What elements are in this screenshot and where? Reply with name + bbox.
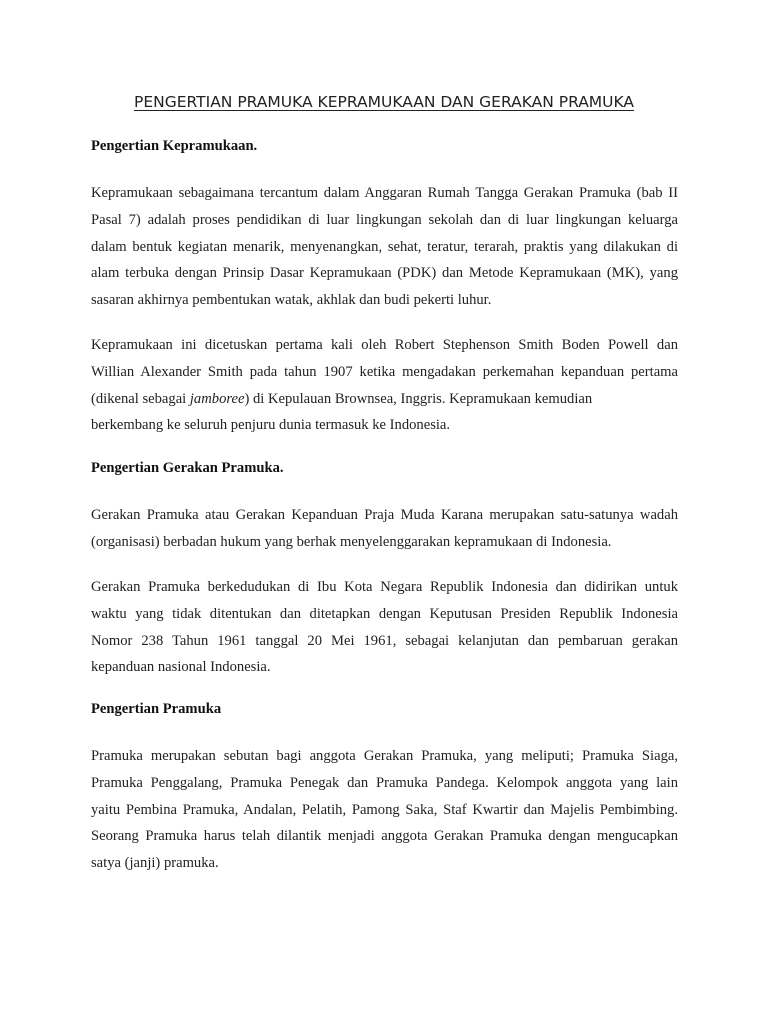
paragraph-line: yaitu Pembina Pramuka, Andalan, Pelatih, Pamong Saka, Staf Kwartir dan Majelis Pembimbing. <box>91 801 678 818</box>
paragraph-line: sasaran akhirnya pembentukan watak, akhlak dan budi pekerti luhur. <box>91 292 492 309</box>
line-text: (dikenal sebagai <box>91 390 190 407</box>
paragraph-kepramukaan-history <box>91 332 678 439</box>
paragraph-line: Gerakan Pramuka berkedudukan di Ibu Kota Negara Republik Indonesia dan didirikan untuk <box>91 579 678 595</box>
paragraph-line: alam terbuka dengan Prinsip Dasar Kepramukaan (PDK) dan Metode Kepramukaan (MK), yang <box>91 265 678 282</box>
paragraph-line: Pasal 7) adalah proses pendidikan di luar lingkungan sekolah dan di luar lingkungan keluarga <box>91 211 678 228</box>
paragraph-gerakan-definition <box>91 502 678 556</box>
paragraph-kepramukaan-definition <box>91 180 678 314</box>
paragraph-line: dalam bentuk kegiatan menarik, menyenangkan, sehat, teratur, terarah, praktis yang dilakukan di <box>91 238 678 255</box>
paragraph-line: satya (janji) pramuka. <box>91 855 219 872</box>
paragraph-line: Pramuka merupakan sebutan bagi anggota Gerakan Pramuka, yang meliputi; Pramuka Siaga, <box>91 748 678 764</box>
line-text: ) di Kepulauan Brownsea, Inggris. Kepramukaan kemudian <box>244 390 593 407</box>
paragraph-pramuka-definition <box>91 743 678 877</box>
line-segment <box>91 386 592 413</box>
paragraph-line: Kepramukaan ini dicetuskan pertama kali oleh Robert Stephenson Smith Boden Powell dan <box>91 337 678 353</box>
paragraph-line: Pramuka Penggalang, Pramuka Penegak dan Pramuka Pandega. Kelompok anggota yang lain <box>91 774 678 791</box>
paragraph-line: Nomor 238 Tahun 1961 tanggal 20 Mei 1961, sebagai kelanjutan dan pembaruan gerakan <box>91 632 678 649</box>
document-title: PENGERTIAN PRAMUKA KEPRAMUKAAN DAN GERAKAN PRAMUKA <box>133 93 635 111</box>
paragraph-line <box>91 386 678 413</box>
paragraph-line: Seorang Pramuka harus telah dilantik menjadi anggota Gerakan Pramuka dengan mengucapkan <box>91 828 678 845</box>
paragraph-line: Willian Alexander Smith pada tahun 1907 ketika mengadakan perkemahan kepanduan pertama <box>91 363 678 380</box>
paragraph-line: Gerakan Pramuka atau Gerakan Kepanduan Praja Muda Karana merupakan satu-satunya wadah <box>91 507 678 523</box>
section-heading-gerakan-pramuka: Pengertian Gerakan Pramuka. <box>91 460 284 476</box>
section-heading-pramuka: Pengertian Pramuka <box>91 701 222 717</box>
paragraph-line: Kepramukaan sebagaimana tercantum dalam Anggaran Rumah Tangga Gerakan Pramuka (bab II <box>91 185 678 201</box>
section-heading-kepramukaan: Pengertian Kepramukaan. <box>91 138 258 154</box>
paragraph-line: kepanduan nasional Indonesia. <box>91 659 271 676</box>
paragraph-line: (organisasi) berbadan hukum yang berhak menyelenggarakan kepramukaan di Indonesia. <box>91 533 612 550</box>
paragraph-line: berkembang ke seluruh penjuru dunia termasuk ke Indonesia. <box>91 417 451 434</box>
italic-term: jamboree <box>189 390 245 407</box>
paragraph-line: waktu yang tidak ditentukan dan ditetapkan dengan Keputusan Presiden Republik Indonesia <box>91 605 678 622</box>
paragraph-gerakan-location <box>91 574 678 681</box>
